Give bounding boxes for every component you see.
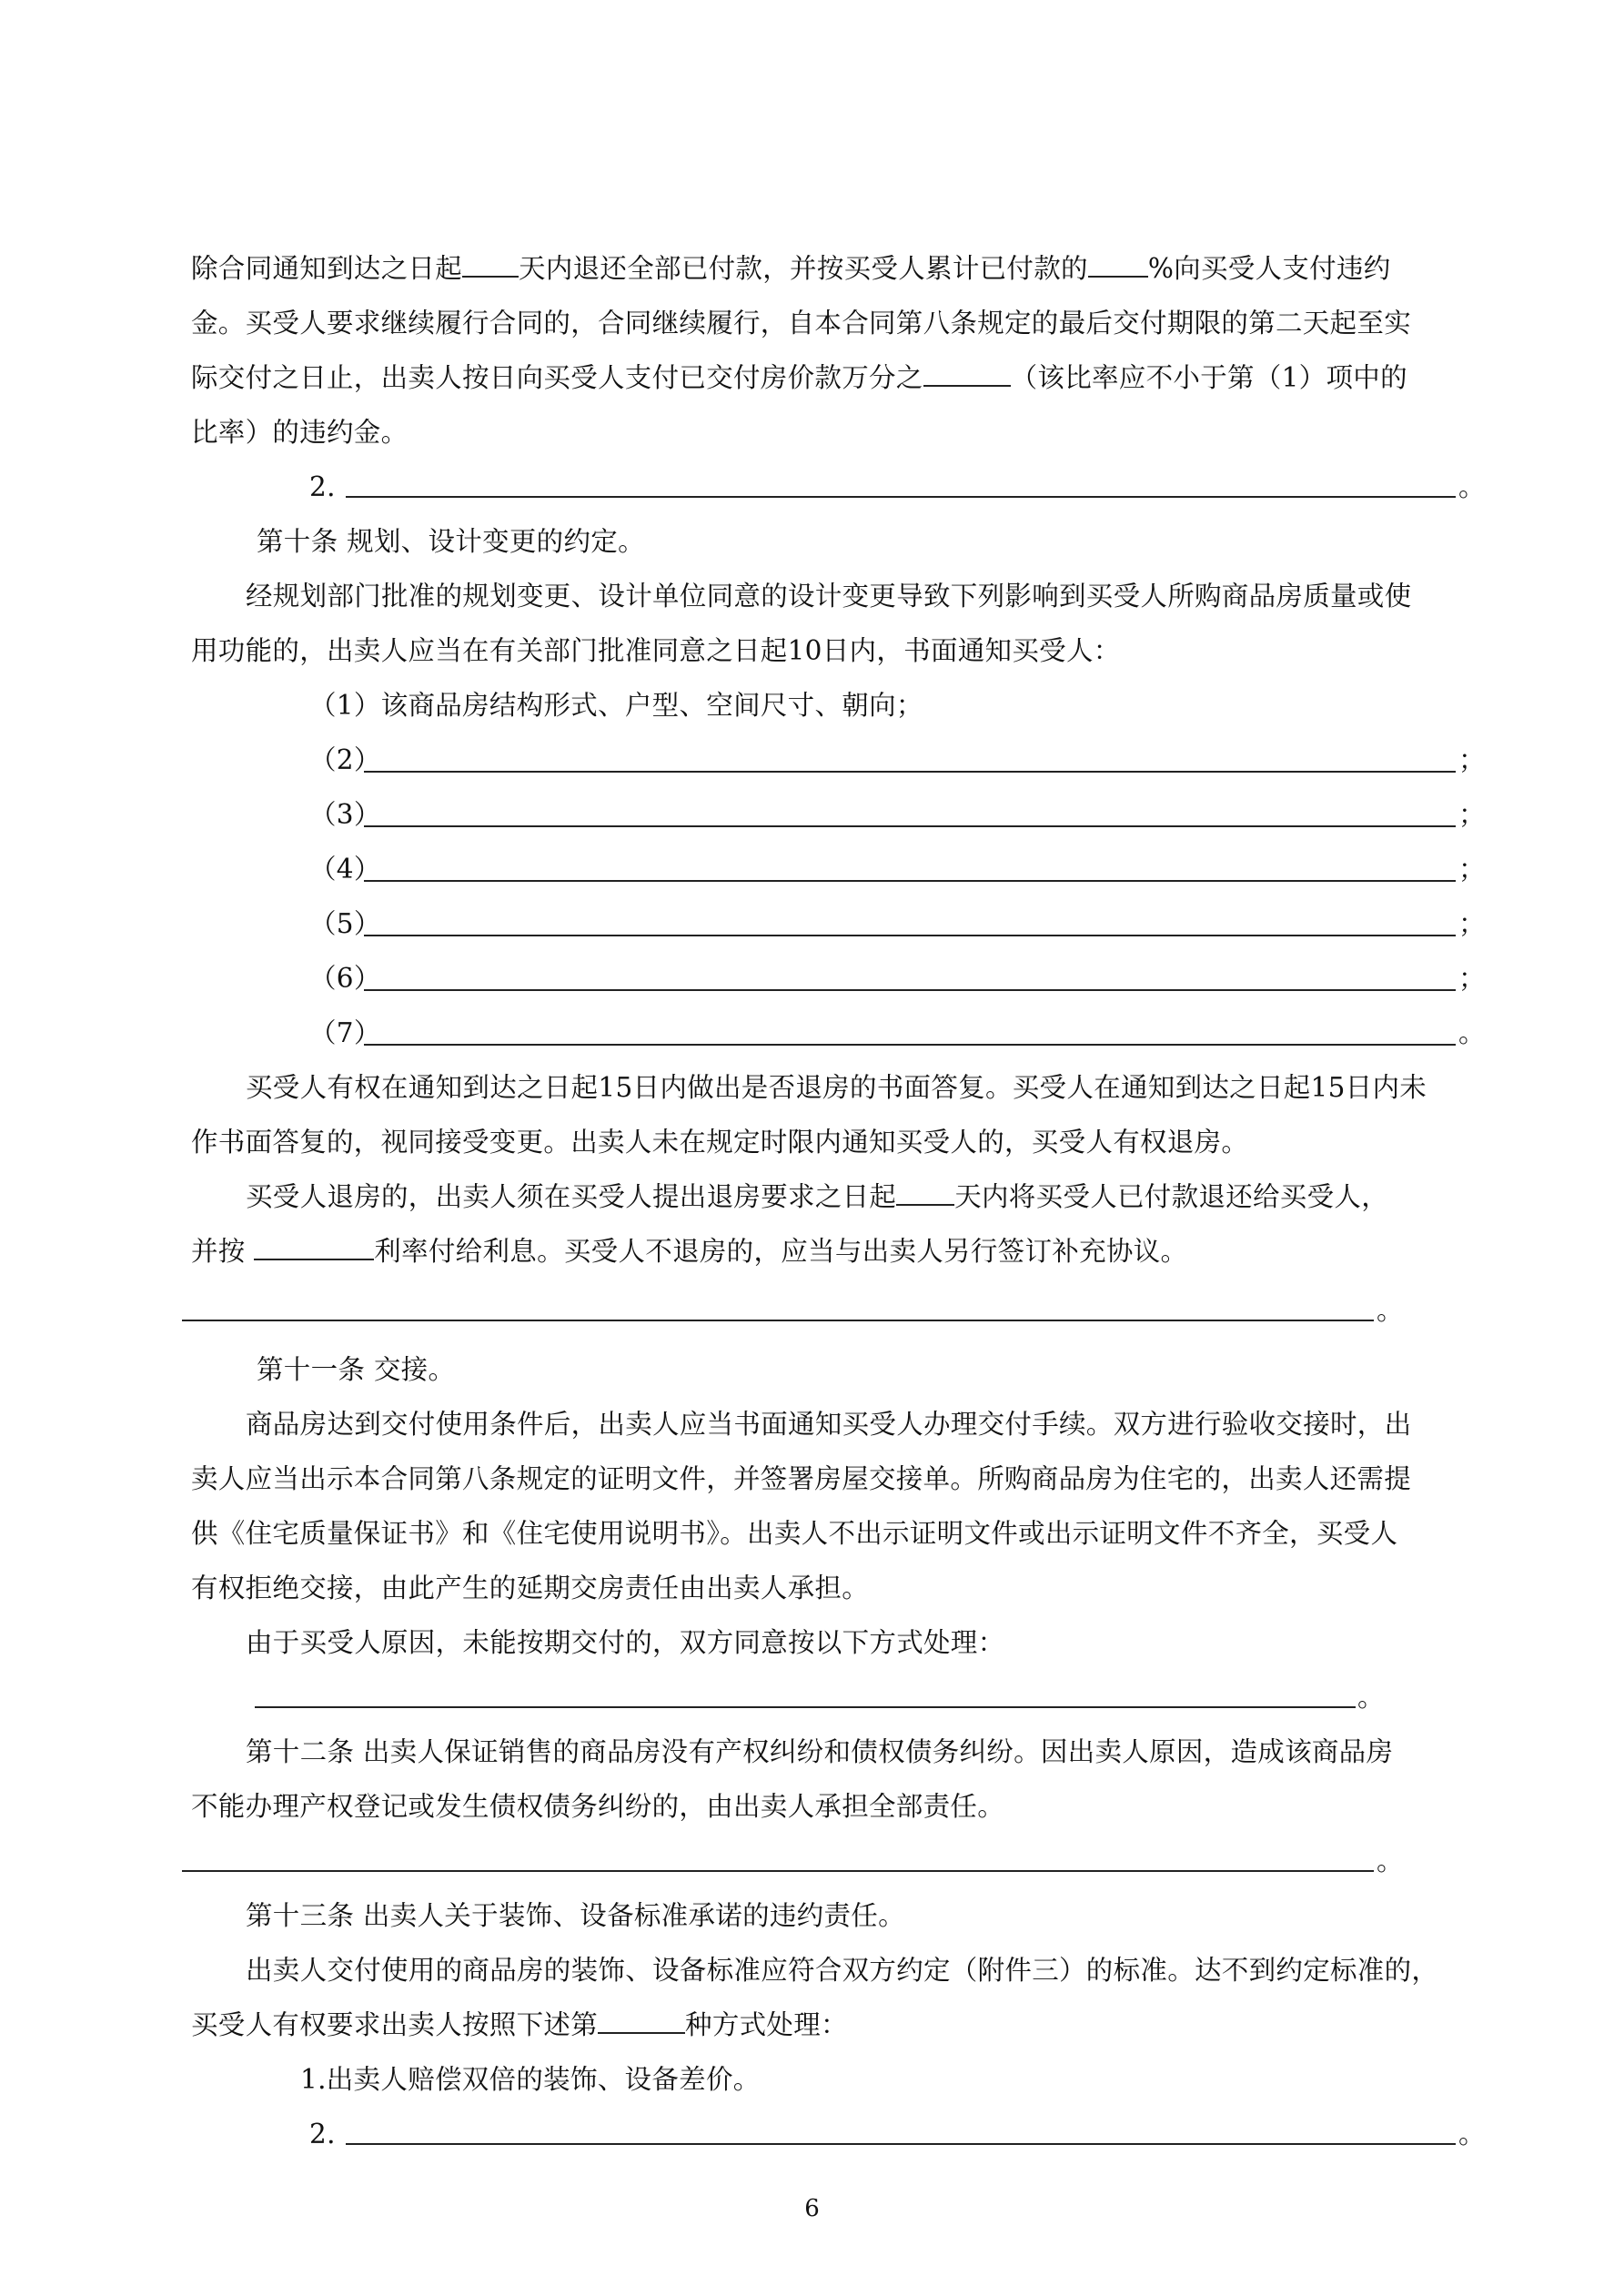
list-item-label: （3） xyxy=(309,799,381,830)
list-item-label: （7） xyxy=(309,1017,381,1048)
item-end: 。 xyxy=(1458,471,1486,502)
text-line: 由于买受人原因，未能按期交付的，双方同意按以下方式处理： xyxy=(246,1627,1005,1658)
line-end: 。 xyxy=(1377,1846,1404,1876)
fill-line[interactable] xyxy=(182,1320,1374,1321)
fill-line[interactable] xyxy=(346,496,1456,498)
fill-blank[interactable] xyxy=(923,361,1011,387)
fill-line[interactable] xyxy=(364,880,1456,882)
fill-line[interactable] xyxy=(364,989,1456,991)
text-line: 作书面答复的，视同接受变更。出卖人未在规定时限内通知买受人的，买受人有权退房。 xyxy=(191,1127,1249,1158)
text-line: 经规划部门批准的规划变更、设计单位同意的设计变更导致下列影响到买受人所购商品房质量或使 xyxy=(246,581,1412,612)
text-line: 比率）的违约金。 xyxy=(191,417,409,448)
fill-blank[interactable] xyxy=(1088,252,1148,278)
text-line: 际交付之日止，出卖人按日向买受人支付已交付房价款万分之 （该比率应不小于第（1）项中的 xyxy=(191,362,1407,393)
list-item-end: ； xyxy=(1458,908,1486,939)
text-line: 出卖人交付使用的商品房的装饰、设备标准应符合双方约定（附件三）的标准。达不到约定标准的， xyxy=(246,1955,1439,1986)
fill-line[interactable] xyxy=(364,1044,1456,1046)
fill-line[interactable] xyxy=(364,825,1456,827)
article-13-title: 第十三条 出卖人关于装饰、设备标准承诺的违约责任。 xyxy=(246,1900,905,1931)
item-label: 2. xyxy=(309,471,336,502)
list-item-end: ； xyxy=(1458,799,1486,830)
text-line: 买受人退房的，出卖人须在买受人提出退房要求之日起 天内将买受人已付款退还给买受人， xyxy=(246,1181,1389,1212)
list-item-end: ； xyxy=(1458,963,1486,994)
item-label: 2. xyxy=(309,2119,336,2149)
fill-line[interactable] xyxy=(255,1706,1356,1708)
item-end: 。 xyxy=(1458,2119,1486,2149)
article-10-title: 第十条 规划、设计变更的约定。 xyxy=(257,526,645,557)
fill-blank[interactable] xyxy=(254,1235,374,1260)
fill-blank[interactable] xyxy=(896,1180,954,1206)
text-line: 买受人有权在通知到达之日起15日内做出是否退房的书面答复。买受人在通知到达之日起15日内未 xyxy=(246,1072,1427,1103)
fill-line[interactable] xyxy=(364,771,1456,773)
text-line: 除合同通知到达之日起 天内退还全部已付款，并按买受人累计已付款的 %向买受人支付违约 xyxy=(191,253,1391,284)
fill-blank[interactable] xyxy=(598,2008,685,2034)
list-item-label: （2） xyxy=(309,744,381,775)
fill-blank[interactable] xyxy=(462,252,519,278)
line-end: 。 xyxy=(1377,1295,1404,1326)
text-line: 买受人有权要求出卖人按照下述第 种方式处理： xyxy=(191,2009,848,2040)
line-end: 。 xyxy=(1357,1682,1385,1713)
fill-line[interactable] xyxy=(182,1870,1374,1872)
article-12-text: 第十二条 出卖人保证销售的商品房没有产权纠纷和债权债务纠纷。因出卖人原因，造成该商品房 xyxy=(246,1736,1394,1767)
list-item-label: （4） xyxy=(309,854,381,885)
text-line: 商品房达到交付使用条件后，出卖人应当书面通知买受人办理交付手续。双方进行验收交接时，出 xyxy=(246,1409,1412,1440)
list-item-end: ； xyxy=(1458,744,1486,775)
list-item-end: ； xyxy=(1458,854,1486,885)
text-line: 不能办理产权登记或发生债权债务纠纷的，由出卖人承担全部责任。 xyxy=(191,1791,1005,1822)
list-item: 1.出卖人赔偿双倍的装饰、设备差价。 xyxy=(300,2064,761,2095)
text-line: 并按 利率付给利息。买受人不退房的，应当与出卖人另行签订补充协议。 xyxy=(191,1236,1188,1267)
list-item-end: 。 xyxy=(1458,1017,1486,1048)
text-line: 供《住宅质量保证书》和《住宅使用说明书》。出卖人不出示证明文件或出示证明文件不齐全，买受人 xyxy=(191,1518,1398,1549)
fill-line[interactable] xyxy=(364,935,1456,936)
text-line: 用功能的，出卖人应当在有关部门批准同意之日起10日内，书面通知买受人： xyxy=(191,635,1121,666)
page-number: 6 xyxy=(804,2195,820,2222)
text-line: 卖人应当出示本合同第八条规定的证明文件，并签署房屋交接单。所购商品房为住宅的，出卖人还需提 xyxy=(191,1463,1412,1494)
text-line: 金。买受人要求继续履行合同的，合同继续履行，自本合同第八条规定的最后交付期限的第二天起至实 xyxy=(191,308,1412,339)
list-item-label: （6） xyxy=(309,963,381,994)
list-item: （1）该商品房结构形式、户型、空间尺寸、朝向； xyxy=(309,690,923,721)
fill-line[interactable] xyxy=(346,2143,1456,2145)
text-line: 有权拒绝交接，由此产生的延期交房责任由出卖人承担。 xyxy=(191,1573,870,1603)
list-item-label: （5） xyxy=(309,908,381,939)
article-11-title: 第十一条 交接。 xyxy=(257,1354,456,1385)
